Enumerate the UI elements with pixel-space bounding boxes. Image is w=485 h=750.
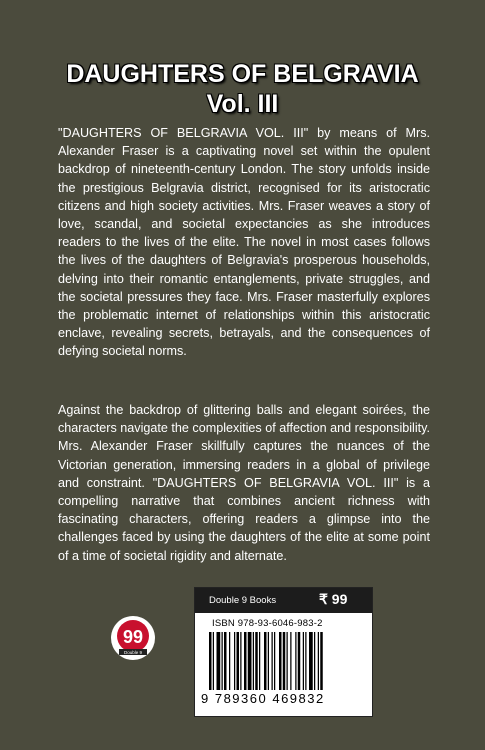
price-strip [195, 588, 372, 613]
description-paragraph-2: Against the backdrop of glittering balls and elegant soirées, the characters navigate the complexities of affection and responsibility. Mrs. Alexander Fraser skillfully captures the nuances of the Victorian generation, immersing readers in a global of privilege and constraint. "DAUGHTERS OF BELGRAVIA VOL. III" is a compelling narrative that combines ancient richness with fascinating characters, offering readers a glimpse into the challenges faced by using the daughters of the elite at some point of a time of societal rigidity and alternate. [58, 403, 430, 563]
book-title: DAUGHTERS OF BELGRAVIA [66, 60, 419, 88]
publisher-logo [110, 615, 156, 661]
description-paragraph-1: "DAUGHTERS OF BELGRAVIA VOL. III" by means of Mrs. Alexander Fraser is a captivating novel set within the opulent backdrop of nineteenth-century London. The story unfolds inside the prestigious Belgravia district, recognised for its aristocratic citizens and high society activities. Mrs. Fraser weaves a story of love, scandal, and societal expectancies as she introduces readers to the lives of the elite. The novel in most cases follows the lives of the daughters of Belgravia's prosperous households, delving into their romantic entanglements, private struggles, and the societal pressures they face. Mrs. Fraser masterfully explores the problematic internet of relationships within this aristocratic enclave, revealing secrets, betrayals, and the consequences of defying societal norms. [58, 126, 430, 359]
barcode-panel [194, 587, 373, 717]
logo-mark: 99 [122, 627, 144, 647]
logo-text: Double 9 [123, 650, 143, 655]
volume-label: Vol. III [206, 90, 279, 118]
publisher-name: Double 9 Books [209, 595, 277, 606]
isbn-label: ISBN 978-93-6046-983-2 [212, 618, 323, 629]
barcode-number: 9 789360 469832 [201, 691, 325, 706]
barcode-icon [209, 632, 359, 690]
price-label: ₹ 99 [319, 591, 348, 607]
